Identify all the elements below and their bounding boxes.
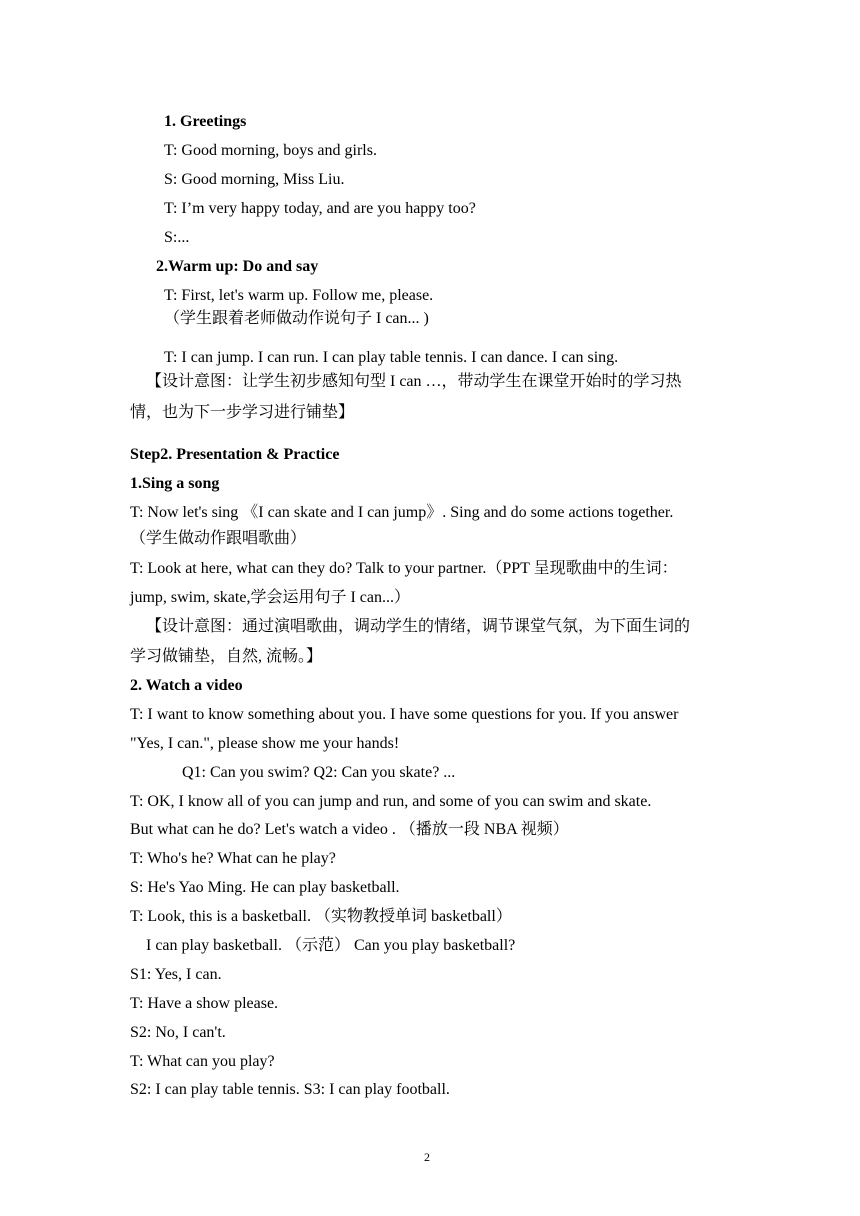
dialogue-line: S: Good morning, Miss Liu.: [164, 171, 345, 188]
design-intent: 【设计意图：通过演唱歌曲，调动学生的情绪，调节课堂气氛，为下面生词的: [146, 618, 691, 635]
dialogue-line: T: OK, I know all of you can jump and run, and some of you can swim and skate.: [130, 793, 652, 810]
dialogue-line: S1: Yes, I can.: [130, 966, 222, 983]
section-title-warm-up: 2.Warm up: Do and say: [156, 258, 319, 275]
dialogue-line: T: Now let's sing 《I can skate and I can jump》. Sing and do some actions together.: [130, 504, 674, 521]
section-title-sing: 1.Sing a song: [130, 475, 220, 492]
dialogue-line: T: Have a show please.: [130, 995, 279, 1012]
dialogue-line: S2: I can play table tennis. S3: I can play football.: [130, 1081, 450, 1098]
dialogue-line: T: I want to know something about you. I have some questions for you. If you answer: [130, 706, 679, 723]
dialogue-line: "Yes, I can.", please show me your hands!: [130, 735, 400, 752]
dialogue-line: T: First, let's warm up. Follow me, please.: [164, 287, 434, 304]
dialogue-line: S2: No, I can't.: [130, 1024, 226, 1041]
page-number: 2: [424, 1150, 430, 1164]
design-intent: 情，也为下一步学习进行铺垫】: [130, 404, 355, 421]
dialogue-line: T: Who's he? What can he play?: [130, 850, 336, 867]
dialogue-line: jump, swim, skate,学会运用句子 I can...）: [130, 589, 410, 606]
section-title-video: 2. Watch a video: [130, 677, 243, 694]
dialogue-line: T: Look, this is a basketball. （实物教授单词 basketball）: [130, 908, 512, 925]
dialogue-line: T: I can jump. I can run. I can play table tennis. I can dance. I can sing.: [164, 349, 619, 366]
question-line: Q1: Can you swim? Q2: Can you skate? ...: [182, 764, 456, 781]
instruction-note: （学生跟着老师做动作说句子 I can... ): [164, 310, 429, 327]
dialogue-line: T: Look at here, what can they do? Talk to your partner.（PPT 呈现歌曲中的生词：: [130, 560, 678, 577]
instruction-note: （学生做动作跟唱歌曲）: [130, 530, 307, 547]
dialogue-line: S: He's Yao Ming. He can play basketball.: [130, 879, 400, 896]
design-intent: 【设计意图：让学生初步感知句型 I can …，带动学生在课堂开始时的学习热: [146, 373, 682, 390]
dialogue-line: I can play basketball. （示范） Can you play basketball?: [146, 937, 516, 954]
dialogue-line: S:...: [164, 229, 190, 246]
dialogue-line: T: Good morning, boys and girls.: [164, 142, 377, 159]
section-title-greetings: 1. Greetings: [164, 113, 247, 130]
dialogue-line: T: I’m very happy today, and are you happy too?: [164, 200, 476, 217]
design-intent: 学习做铺垫，自然, 流畅。】: [130, 648, 323, 665]
step-title: Step2. Presentation & Practice: [130, 446, 340, 463]
dialogue-line: But what can he do? Let's watch a video . （播放一段 NBA 视频）: [130, 821, 569, 838]
dialogue-line: T: What can you play?: [130, 1053, 275, 1070]
